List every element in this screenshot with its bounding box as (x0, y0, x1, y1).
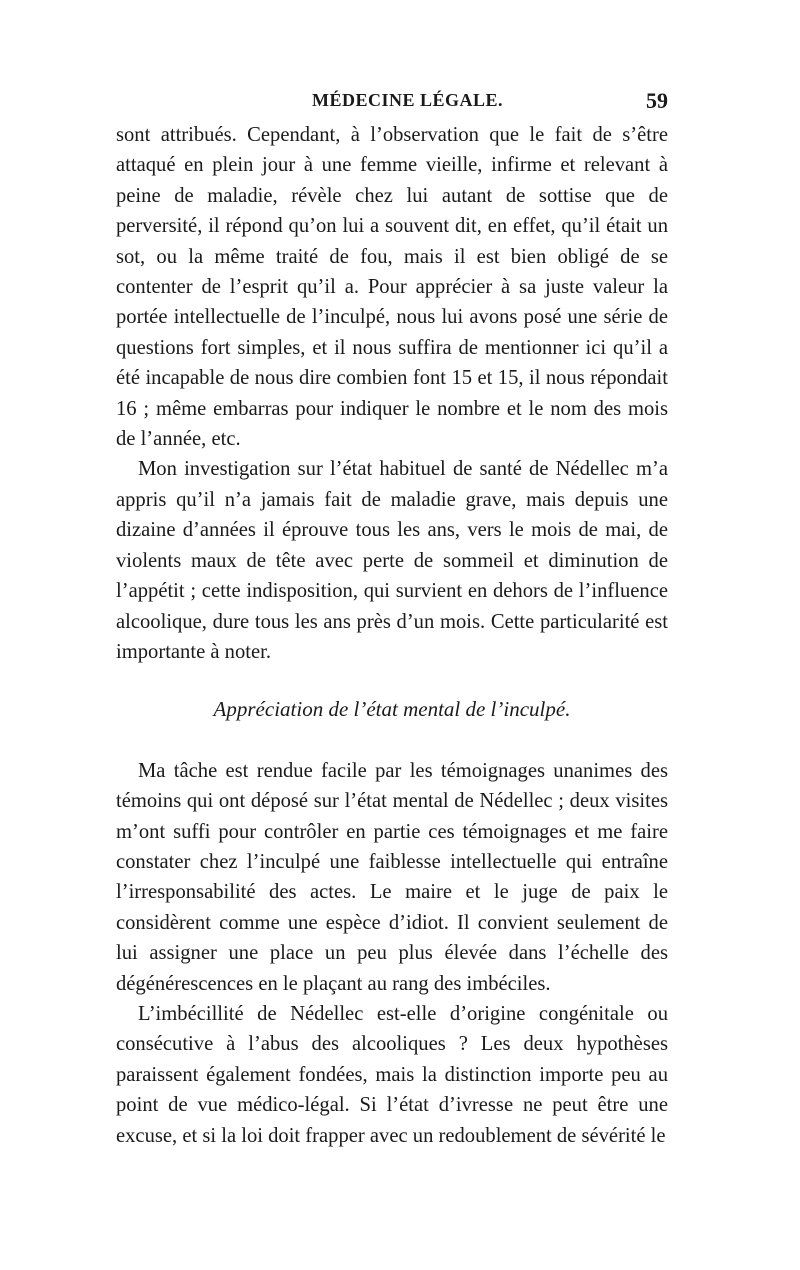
running-title: MÉDECINE LÉGALE. (312, 90, 504, 110)
page-number: 59 (646, 88, 668, 113)
paragraph-continued: sont attribués. Cependant, à l’observation que le fait de s’être attaqué en plein jour à une femme vieille, infirme et relevant à peine de maladie, révèle chez lui autant de sottise que de perversité, il répond qu’on lui a souvent dit, en effet, qu’il était un sot, ou la même traité de fou, mais il est bien obligé de se contenter de l’esprit qu’il a. Pour apprécier à sa juste valeur la portée intellectuelle de l’inculpé, nous lui avons posé une série de questions fort simples, et il nous suffira de mentionner ici qu’il a été incapable de nous dire combien font 15 et 15, il nous répondait 16 ; même embarras pour indiquer le nombre et le nom des mois de l’année, etc. (116, 124, 668, 451)
paragraph-imbecility: L’imbécillité de Nédellec est-elle d’origine congénitale ou consécutive à l’abus des alcooliques ? Les deux hypothèses paraissent également fondées, mais la distinction importe peu au point de vue médico-légal. Si l’état d’ivresse ne peut être une excuse, et si la loi doit frapper avec un redoublement de sévérité le (116, 1002, 668, 1147)
body-text (116, 120, 668, 1151)
paragraph-health-history: Mon investigation sur l’état habituel de santé de Nédellec m’a appris qu’il n’a jamais fait de maladie grave, mais depuis une dizaine d’années il éprouve tous les ans, vers le mois de mai, de violents maux de tête avec perte de sommeil et diminution de l’appétit ; cette indisposition, qui survient en dehors de l’influence alcoolique, dure tous les ans près d’un mois. Cette particularité est importante à noter. (116, 458, 668, 663)
section-heading: Appréciation de l’état mental de l’inculpé. (213, 697, 571, 722)
running-head (116, 90, 668, 118)
paragraph-mental-state: Ma tâche est rendue facile par les témoignages unanimes des témoins qui ont déposé sur l’état mental de Nédellec ; deux visites m’ont suffi pour contrôler en partie ces témoignages et me faire constater chez l’inculpé une faiblesse intellectuelle qui entraîne l’irresponsabilité des actes. Le maire et le juge de paix le considèrent comme une espèce d’idiot. Il convient seulement de lui assigner une place un peu plus élevée dans l’échelle des dégénérescences en le plaçant au rang des imbéciles. (116, 759, 668, 995)
